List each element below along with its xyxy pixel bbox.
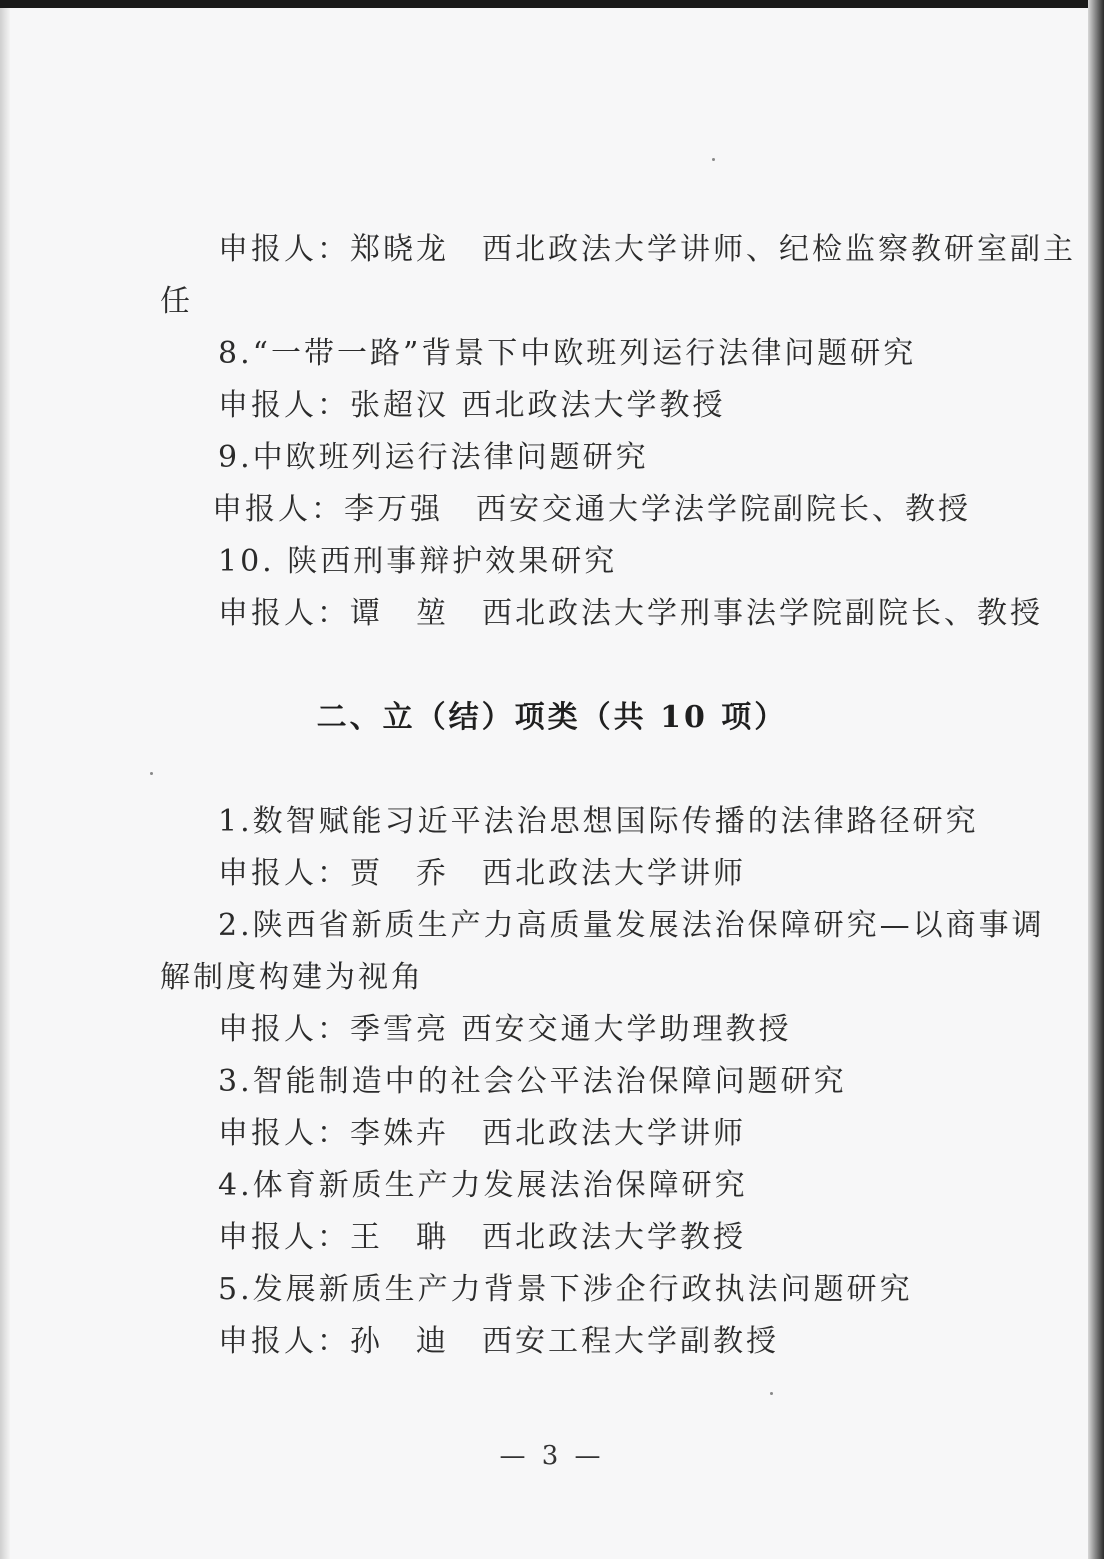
scan-edge-right [1088,0,1104,1559]
project-title: 4.体育新质生产力发展法治保障研究 [218,1168,748,1203]
applicant-line: 申报人：季雪亮 西安交通大学助理教授 [218,1012,792,1047]
scan-edge-top [0,0,1104,8]
project-title-continuation: 解制度构建为视角 [160,960,424,995]
applicant-line: 申报人：贾 乔 西北政法大学讲师 [218,856,746,891]
page-number: — 3 — [499,1441,605,1471]
project-title: 9.中欧班列运行法律问题研究 [218,440,649,475]
applicant-line: 申报人：谭 堃 西北政法大学刑事法学院副院长、教授 [218,596,1043,631]
applicant-line: 申报人：王 聃 西北政法大学教授 [218,1220,746,1255]
scan-speck [712,158,715,161]
applicant-line: 申报人：张超汉 西北政法大学教授 [218,388,726,423]
scan-speck [770,1392,773,1395]
applicant-line: 申报人：李万强 西安交通大学法学院副院长、教授 [212,492,971,527]
applicant-line-continuation: 任 [160,284,193,319]
project-title: 10. 陕西刑事辩护效果研究 [218,544,618,579]
project-title: 3.智能制造中的社会公平法治保障问题研究 [218,1064,847,1099]
scan-speck [150,772,153,775]
applicant-line: 申报人：郑晓龙 西北政法大学讲师、纪检监察教研室副主 [218,232,1076,267]
applicant-line: 申报人：李姝卉 西北政法大学讲师 [218,1116,746,1151]
applicant-line: 申报人：孙 迪 西安工程大学副教授 [218,1324,779,1359]
section-heading: 二、立（结）项类（共 10 项） [316,700,788,735]
project-title: 2.陕西省新质生产力高质量发展法治保障研究—以商事调 [218,908,1045,943]
project-title: 1.数智赋能习近平法治思想国际传播的法律路径研究 [218,804,979,839]
project-title: 5.发展新质生产力背景下涉企行政执法问题研究 [218,1272,913,1307]
scan-edge-left [0,0,10,1559]
project-title: 8.“一带一路”背景下中欧班列运行法律问题研究 [218,336,917,371]
